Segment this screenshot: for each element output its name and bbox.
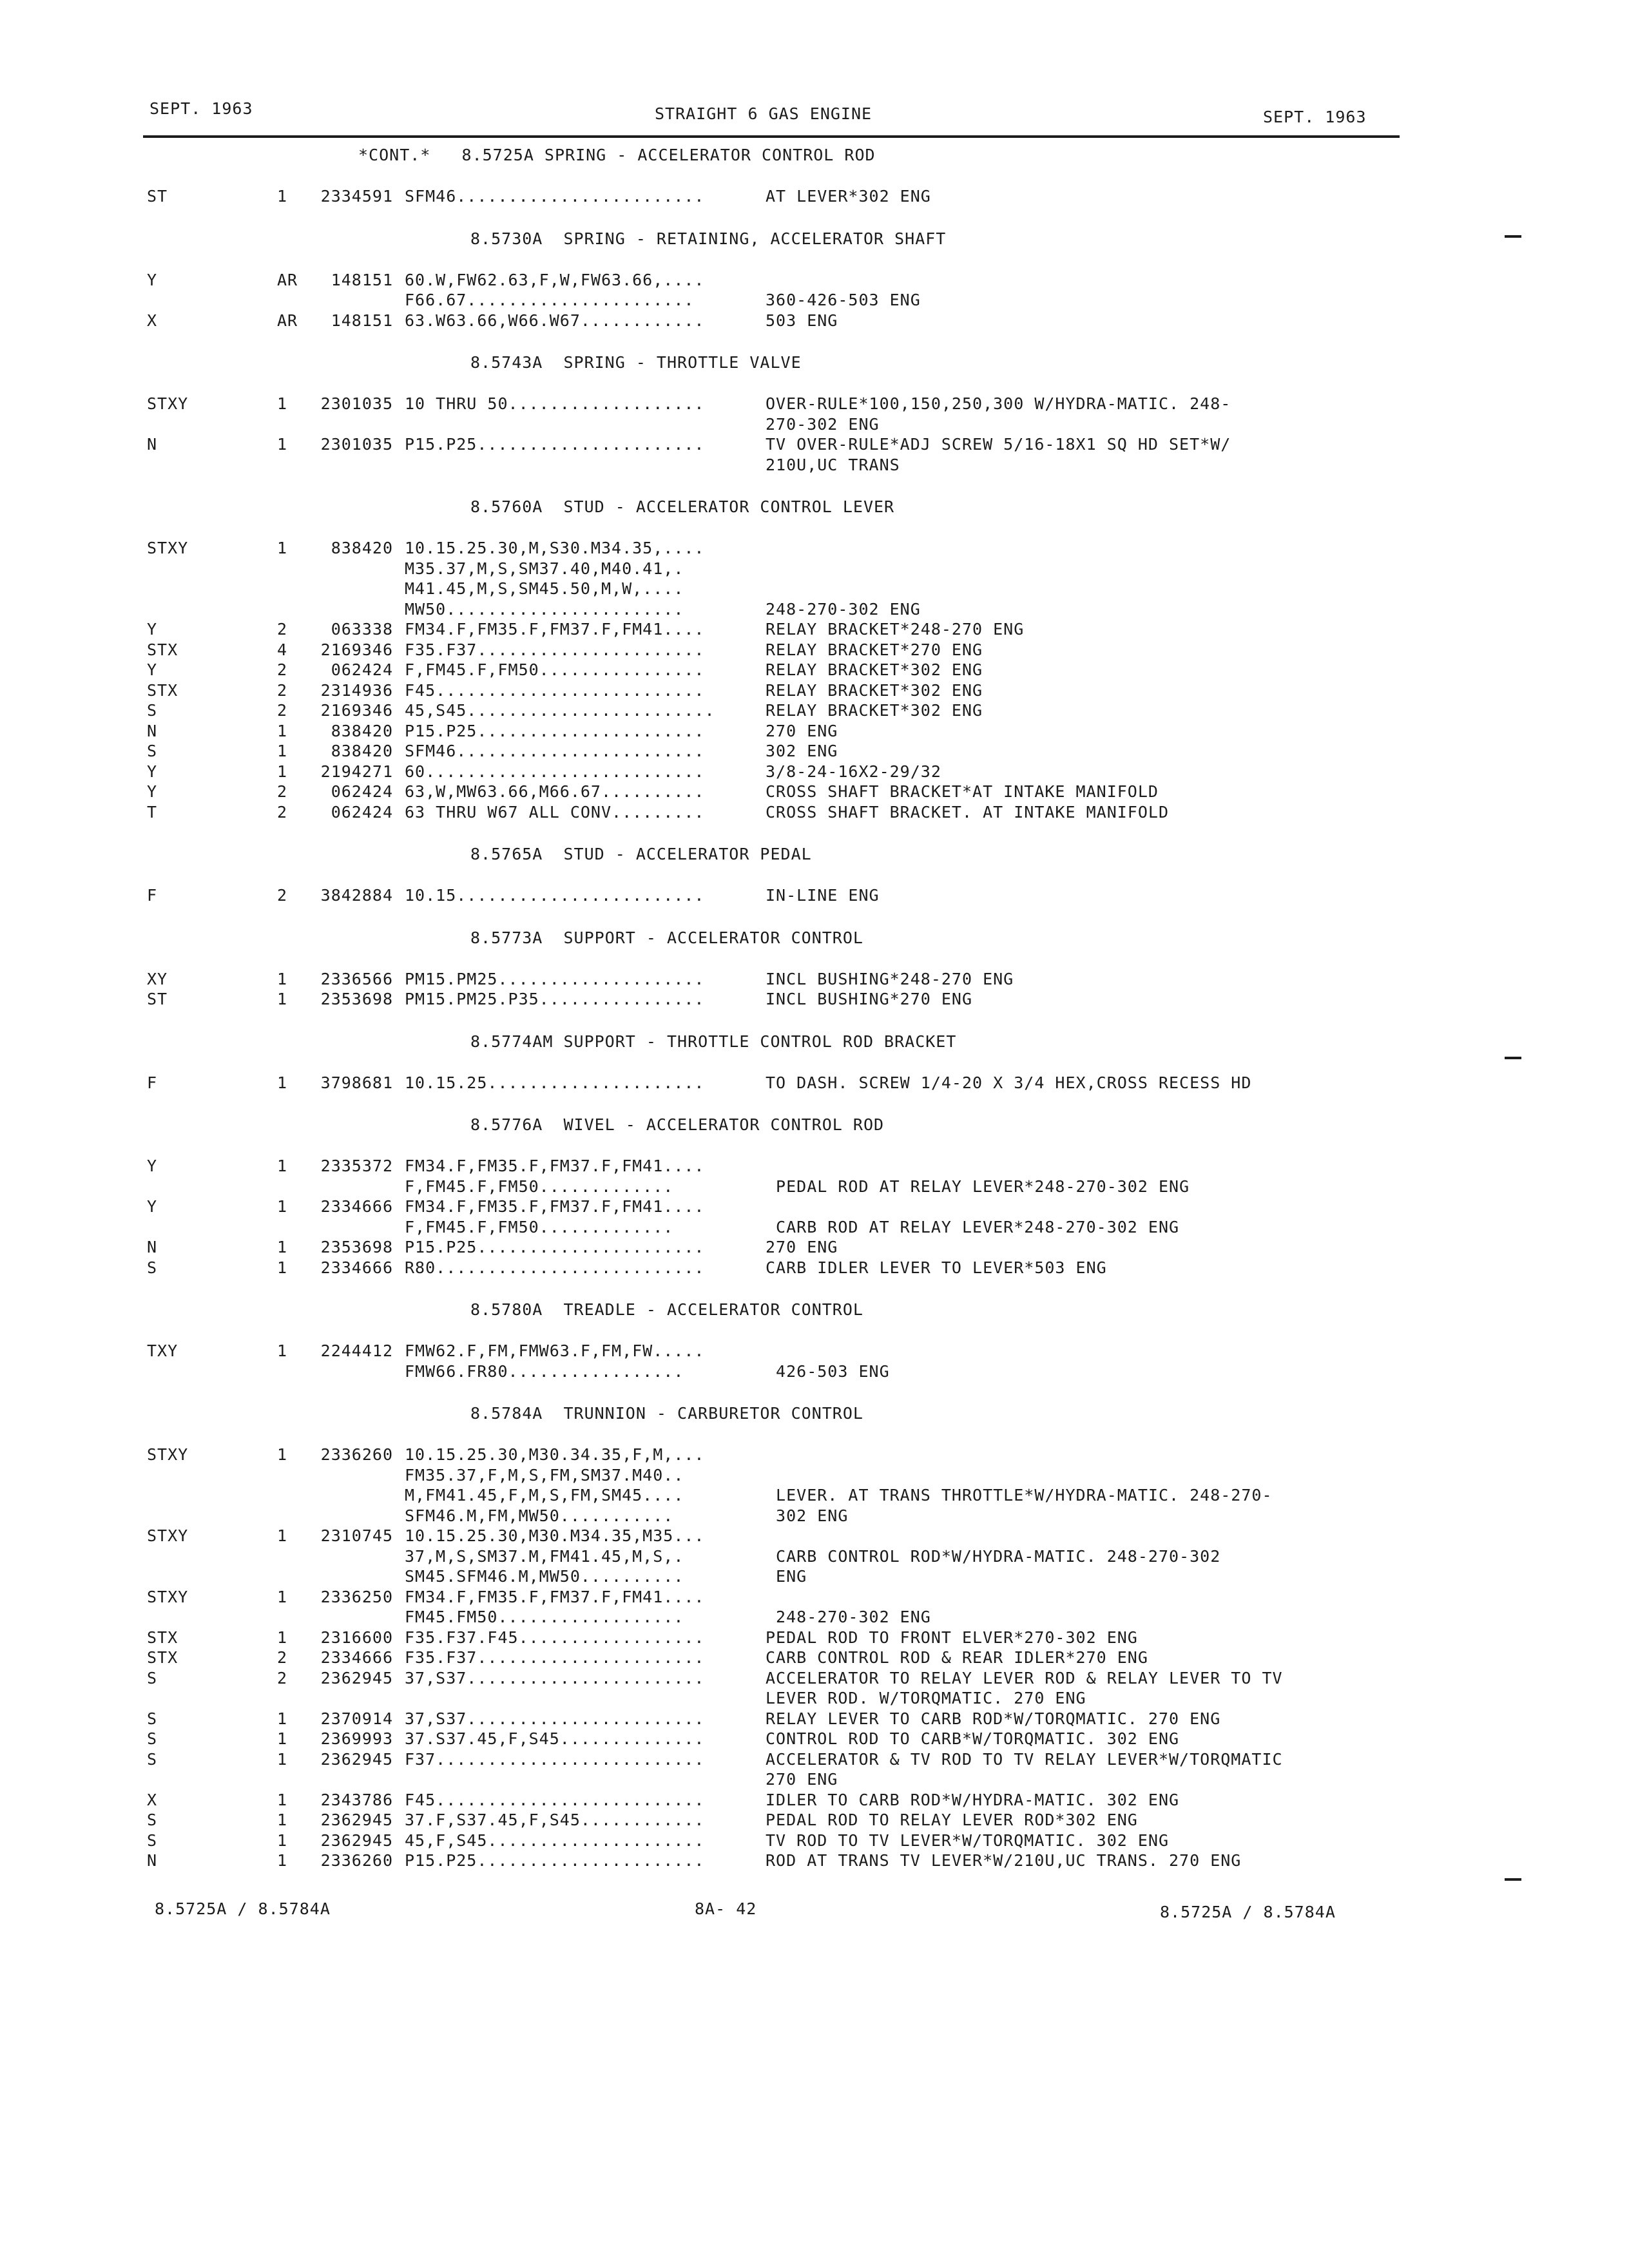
- remarks-line: IN-LINE ENG: [766, 886, 880, 905]
- remarks-line: PEDAL ROD TO RELAY LEVER ROD*302 ENG: [766, 1811, 1138, 1829]
- part-number: 2362945: [320, 1669, 393, 1687]
- application-line: 10.15.25.....................: [405, 1073, 705, 1092]
- margin-tick: [1505, 1057, 1521, 1059]
- part-number: 2370914: [320, 1709, 393, 1728]
- part-number: 062424: [331, 782, 393, 801]
- application-line: 63.W63.66,W66.W67............: [405, 311, 705, 330]
- remarks-line: CARB CONTROL ROD*W/HYDRA-MATIC. 248-270-302: [766, 1547, 1221, 1566]
- part-number: 2353698: [320, 990, 393, 1008]
- quantity: 1: [277, 1197, 288, 1216]
- remarks-line: 270 ENG: [766, 722, 838, 740]
- margin-tick: [1505, 235, 1521, 238]
- supplier-code: STX: [147, 681, 178, 700]
- application-line: 37,M,S,SM37.M,FM41.45,M,S,.: [405, 1547, 684, 1566]
- part-number: 2169346: [320, 640, 393, 659]
- quantity: 1: [277, 1238, 288, 1256]
- application-line: SM45.SFM46.M,MW50..........: [405, 1567, 684, 1586]
- application-line: F,FM45.F,FM50................: [405, 660, 705, 679]
- remarks-line: 302 ENG: [766, 742, 838, 760]
- remarks-line: INCL BUSHING*248-270 ENG: [766, 970, 1014, 988]
- supplier-code: S: [147, 1831, 158, 1850]
- application-line: PM15.PM25....................: [405, 970, 705, 988]
- part-number: 2362945: [320, 1750, 393, 1769]
- part-number: 838420: [331, 539, 393, 557]
- quantity: 2: [277, 1669, 288, 1687]
- remarks-line: 270 ENG: [766, 1770, 838, 1789]
- supplier-code: N: [147, 435, 158, 454]
- application-line: FM34.F,FM35.F,FM37.F,FM41....: [405, 620, 705, 639]
- supplier-code: STX: [147, 1628, 178, 1647]
- application-line: 37.S37.45,F,S45..............: [405, 1729, 705, 1748]
- part-number: 2336250: [320, 1588, 393, 1606]
- part-number: 2169346: [320, 701, 393, 720]
- header-date-right: SEPT. 1963: [1263, 108, 1367, 126]
- supplier-code: Y: [147, 1157, 158, 1175]
- part-number: 2334666: [320, 1648, 393, 1667]
- margin-tick: [1505, 1878, 1521, 1881]
- part-number: 2336260: [320, 1851, 393, 1870]
- part-number: 2301035: [320, 394, 393, 413]
- application-line: FM34.F,FM35.F,FM37.F,FM41....: [405, 1157, 705, 1175]
- application-line: 10.15........................: [405, 886, 705, 905]
- supplier-code: STX: [147, 1648, 178, 1667]
- remarks-line: 248-270-302 ENG: [766, 1608, 931, 1626]
- supplier-code: STXY: [147, 1526, 189, 1545]
- supplier-code: N: [147, 722, 158, 740]
- part-number: 2336566: [320, 970, 393, 988]
- part-number: 063338: [331, 620, 393, 639]
- remarks-line: CARB CONTROL ROD & REAR IDLER*270 ENG: [766, 1648, 1148, 1667]
- section-title: 8.5776A WIVEL - ACCELERATOR CONTROL ROD: [470, 1115, 885, 1134]
- application-line: 37,S37.......................: [405, 1709, 705, 1728]
- quantity: 1: [277, 1258, 288, 1277]
- quantity: 1: [277, 1588, 288, 1606]
- quantity: 1: [277, 1157, 288, 1175]
- application-line: 63 THRU W67 ALL CONV.........: [405, 803, 705, 822]
- part-number: 2362945: [320, 1831, 393, 1850]
- section-title: 8.5780A TREADLE - ACCELERATOR CONTROL: [470, 1300, 863, 1319]
- quantity: 1: [277, 970, 288, 988]
- application-line: 10.15.25.30,M30.M34.35,M35...: [405, 1526, 705, 1545]
- remarks-line: ROD AT TRANS TV LEVER*W/210U,UC TRANS. 270 ENG: [766, 1851, 1242, 1870]
- remarks-line: CROSS SHAFT BRACKET*AT INTAKE MANIFOLD: [766, 782, 1159, 801]
- quantity: 2: [277, 886, 288, 905]
- remarks-line: RELAY BRACKET*270 ENG: [766, 640, 983, 659]
- supplier-code: F: [147, 1073, 158, 1092]
- application-line: FMW66.FR80.................: [405, 1362, 684, 1381]
- remarks-line: OVER-RULE*100,150,250,300 W/HYDRA-MATIC. 248-: [766, 394, 1231, 413]
- application-line: R80..........................: [405, 1258, 705, 1277]
- application-line: M,FM41.45,F,M,S,FM,SM45....: [405, 1486, 684, 1504]
- remarks-line: TV ROD TO TV LEVER*W/TORQMATIC. 302 ENG: [766, 1831, 1169, 1850]
- part-number: 2334591: [320, 187, 393, 206]
- application-line: P15.P25......................: [405, 722, 705, 740]
- remarks-line: RELAY BRACKET*248-270 ENG: [766, 620, 1025, 639]
- section-title: *CONT.* 8.5725A SPRING - ACCELERATOR CONTROL ROD: [358, 146, 876, 164]
- remarks-line: 270-302 ENG: [766, 415, 880, 434]
- application-line: F,FM45.F,FM50.............: [405, 1218, 674, 1236]
- quantity: 1: [277, 187, 288, 206]
- remarks-line: LEVER. AT TRANS THROTTLE*W/HYDRA-MATIC. 248-270-: [766, 1486, 1273, 1504]
- supplier-code: S: [147, 1669, 158, 1687]
- quantity: 2: [277, 681, 288, 700]
- part-number: 2335372: [320, 1157, 393, 1175]
- remarks-line: RELAY BRACKET*302 ENG: [766, 701, 983, 720]
- remarks-line: RELAY LEVER TO CARB ROD*W/TORQMATIC. 270 ENG: [766, 1709, 1221, 1728]
- supplier-code: ST: [147, 187, 168, 206]
- quantity: 1: [277, 435, 288, 454]
- application-line: F45..........................: [405, 681, 705, 700]
- supplier-code: Y: [147, 782, 158, 801]
- application-line: FM45.FM50..................: [405, 1608, 684, 1626]
- supplier-code: STXY: [147, 1588, 189, 1606]
- quantity: 2: [277, 620, 288, 639]
- application-line: SFM46........................: [405, 742, 705, 760]
- supplier-code: N: [147, 1851, 158, 1870]
- part-number: 062424: [331, 660, 393, 679]
- supplier-code: TXY: [147, 1341, 178, 1360]
- footer-range-right: 8.5725A / 8.5784A: [1160, 1903, 1336, 1921]
- part-number: 148151: [331, 271, 393, 289]
- remarks-line: 210U,UC TRANS: [766, 456, 900, 474]
- remarks-line: INCL BUSHING*270 ENG: [766, 990, 973, 1008]
- remarks-line: 270 ENG: [766, 1238, 838, 1256]
- quantity: 2: [277, 1648, 288, 1667]
- application-line: 37,S37.......................: [405, 1669, 705, 1687]
- application-line: 60.W,FW62.63,F,W,FW63.66,....: [405, 271, 705, 289]
- application-line: F66.67......................: [405, 291, 695, 309]
- part-number: 2244412: [320, 1341, 393, 1360]
- part-number: 2194271: [320, 762, 393, 781]
- part-number: 838420: [331, 722, 393, 740]
- quantity: 1: [277, 539, 288, 557]
- supplier-code: X: [147, 1791, 158, 1809]
- application-line: FM34.F,FM35.F,FM37.F,FM41....: [405, 1588, 705, 1606]
- application-line: P15.P25......................: [405, 1238, 705, 1256]
- application-line: 60...........................: [405, 762, 705, 781]
- quantity: AR: [277, 311, 298, 330]
- section-title: 8.5784A TRUNNION - CARBURETOR CONTROL: [470, 1404, 863, 1423]
- application-line: P15.P25......................: [405, 435, 705, 454]
- quantity: 1: [277, 1445, 288, 1464]
- header-date-left: SEPT. 1963: [149, 99, 253, 118]
- remarks-line: 3/8-24-16X2-29/32: [766, 762, 941, 781]
- application-line: M41.45,M,S,SM45.50,M,W,....: [405, 579, 684, 598]
- quantity: 1: [277, 1831, 288, 1850]
- remarks-line: TO DASH. SCREW 1/4-20 X 3/4 HEX,CROSS RECESS HD: [766, 1073, 1252, 1092]
- section-title: 8.5760A STUD - ACCELERATOR CONTROL LEVER: [470, 497, 895, 516]
- application-line: 10 THRU 50...................: [405, 394, 705, 413]
- application-line: 45,F,S45.....................: [405, 1831, 705, 1850]
- part-number: 2353698: [320, 1238, 393, 1256]
- part-number: 2362945: [320, 1811, 393, 1829]
- supplier-code: T: [147, 803, 158, 822]
- application-line: F,FM45.F,FM50.............: [405, 1177, 674, 1196]
- part-number: 838420: [331, 742, 393, 760]
- quantity: 1: [277, 1851, 288, 1870]
- supplier-code: F: [147, 886, 158, 905]
- supplier-code: STXY: [147, 539, 189, 557]
- supplier-code: S: [147, 701, 158, 720]
- quantity: 1: [277, 762, 288, 781]
- application-line: 10.15.25.30,M,S30.M34.35,....: [405, 539, 705, 557]
- supplier-code: Y: [147, 1197, 158, 1216]
- section-title: 8.5773A SUPPORT - ACCELERATOR CONTROL: [470, 928, 863, 947]
- supplier-code: Y: [147, 271, 158, 289]
- quantity: 2: [277, 782, 288, 801]
- application-line: FMW62.F,FM,FMW63.F,FM,FW.....: [405, 1341, 705, 1360]
- header-rule: [143, 135, 1400, 138]
- application-line: SFM46.M,FM,MW50...........: [405, 1506, 674, 1525]
- supplier-code: S: [147, 1811, 158, 1829]
- part-number: 062424: [331, 803, 393, 822]
- part-number: 2336260: [320, 1445, 393, 1464]
- quantity: 1: [277, 1709, 288, 1728]
- supplier-code: Y: [147, 762, 158, 781]
- application-line: 10.15.25.30,M30.34.35,F,M,...: [405, 1445, 705, 1464]
- supplier-code: S: [147, 1729, 158, 1748]
- section-title: 8.5743A SPRING - THROTTLE VALVE: [470, 353, 802, 372]
- supplier-code: S: [147, 1709, 158, 1728]
- part-number: 148151: [331, 311, 393, 330]
- application-line: MW50.......................: [405, 600, 684, 619]
- section-title: 8.5730A SPRING - RETAINING, ACCELERATOR SHAFT: [470, 229, 947, 248]
- quantity: 2: [277, 803, 288, 822]
- remarks-line: CARB IDLER LEVER TO LEVER*503 ENG: [766, 1258, 1107, 1277]
- application-line: F35.F37......................: [405, 640, 705, 659]
- footer-page-number: 8A- 42: [695, 1899, 757, 1918]
- supplier-code: X: [147, 311, 158, 330]
- remarks-line: IDLER TO CARB ROD*W/HYDRA-MATIC. 302 ENG: [766, 1791, 1180, 1809]
- part-number: 3842884: [320, 886, 393, 905]
- application-line: FM35.37,F,M,S,FM,SM37.M40..: [405, 1466, 684, 1485]
- quantity: 1: [277, 742, 288, 760]
- application-line: PM15.PM25.P35................: [405, 990, 705, 1008]
- supplier-code: N: [147, 1238, 158, 1256]
- application-line: 63,W,MW63.66,M66.67..........: [405, 782, 705, 801]
- supplier-code: ST: [147, 990, 168, 1008]
- supplier-code: Y: [147, 620, 158, 639]
- remarks-line: PEDAL ROD AT RELAY LEVER*248-270-302 ENG: [766, 1177, 1190, 1196]
- quantity: 1: [277, 1073, 288, 1092]
- application-line: 37.F,S37.45,F,S45............: [405, 1811, 705, 1829]
- application-line: F37..........................: [405, 1750, 705, 1769]
- remarks-line: CROSS SHAFT BRACKET. AT INTAKE MANIFOLD: [766, 803, 1169, 822]
- part-number: 2369993: [320, 1729, 393, 1748]
- remarks-line: 426-503 ENG: [766, 1362, 890, 1381]
- part-number: 2301035: [320, 435, 393, 454]
- supplier-code: S: [147, 1258, 158, 1277]
- remarks-line: ENG: [766, 1567, 807, 1586]
- application-line: F35.F37......................: [405, 1648, 705, 1667]
- quantity: 1: [277, 1791, 288, 1809]
- application-line: 45,S45........................: [405, 701, 715, 720]
- supplier-code: S: [147, 1750, 158, 1769]
- supplier-code: S: [147, 742, 158, 760]
- quantity: 1: [277, 1729, 288, 1748]
- quantity: 2: [277, 701, 288, 720]
- section-title: 8.5774AM SUPPORT - THROTTLE CONTROL ROD BRACKET: [470, 1032, 957, 1051]
- part-number: 2334666: [320, 1197, 393, 1216]
- remarks-line: 360-426-503 ENG: [766, 291, 921, 309]
- supplier-code: STXY: [147, 1445, 189, 1464]
- application-line: F45..........................: [405, 1791, 705, 1809]
- part-number: 3798681: [320, 1073, 393, 1092]
- remarks-line: PEDAL ROD TO FRONT ELVER*270-302 ENG: [766, 1628, 1138, 1647]
- part-number: 2343786: [320, 1791, 393, 1809]
- part-number: 2334666: [320, 1258, 393, 1277]
- quantity: 1: [277, 394, 288, 413]
- remarks-line: 503 ENG: [766, 311, 838, 330]
- supplier-code: STX: [147, 640, 178, 659]
- footer-range-left: 8.5725A / 8.5784A: [155, 1899, 331, 1918]
- supplier-code: STXY: [147, 394, 189, 413]
- remarks-line: AT LEVER*302 ENG: [766, 187, 931, 206]
- part-number: 2310745: [320, 1526, 393, 1545]
- application-line: SFM46........................: [405, 187, 705, 206]
- remarks-line: CONTROL ROD TO CARB*W/TORQMATIC. 302 ENG: [766, 1729, 1180, 1748]
- supplier-code: Y: [147, 660, 158, 679]
- part-number: 2316600: [320, 1628, 393, 1647]
- remarks-line: 248-270-302 ENG: [766, 600, 921, 619]
- remarks-line: ACCELERATOR & TV ROD TO TV RELAY LEVER*W/TORQMATIC: [766, 1750, 1283, 1769]
- remarks-line: CARB ROD AT RELAY LEVER*248-270-302 ENG: [766, 1218, 1180, 1236]
- remarks-line: LEVER ROD. W/TORQMATIC. 270 ENG: [766, 1689, 1086, 1707]
- quantity: 1: [277, 722, 288, 740]
- remarks-line: ACCELERATOR TO RELAY LEVER ROD & RELAY LEVER TO TV: [766, 1669, 1283, 1687]
- application-line: F35.F37.F45..................: [405, 1628, 705, 1647]
- remarks-line: RELAY BRACKET*302 ENG: [766, 681, 983, 700]
- quantity: 1: [277, 1628, 288, 1647]
- quantity: 1: [277, 990, 288, 1008]
- application-line: M35.37,M,S,SM37.40,M40.41,.: [405, 559, 684, 578]
- remarks-line: RELAY BRACKET*302 ENG: [766, 660, 983, 679]
- supplier-code: XY: [147, 970, 168, 988]
- quantity: AR: [277, 271, 298, 289]
- remarks-line: 302 ENG: [766, 1506, 849, 1525]
- quantity: 1: [277, 1526, 288, 1545]
- quantity: 1: [277, 1750, 288, 1769]
- quantity: 4: [277, 640, 288, 659]
- application-line: FM34.F,FM35.F,FM37.F,FM41....: [405, 1197, 705, 1216]
- quantity: 1: [277, 1811, 288, 1829]
- quantity: 1: [277, 1341, 288, 1360]
- quantity: 2: [277, 660, 288, 679]
- section-title: 8.5765A STUD - ACCELERATOR PEDAL: [470, 845, 812, 863]
- remarks-line: TV OVER-RULE*ADJ SCREW 5/16-18X1 SQ HD SET*W/: [766, 435, 1231, 454]
- application-line: P15.P25......................: [405, 1851, 705, 1870]
- header-title: STRAIGHT 6 GAS ENGINE: [655, 104, 872, 123]
- part-number: 2314936: [320, 681, 393, 700]
